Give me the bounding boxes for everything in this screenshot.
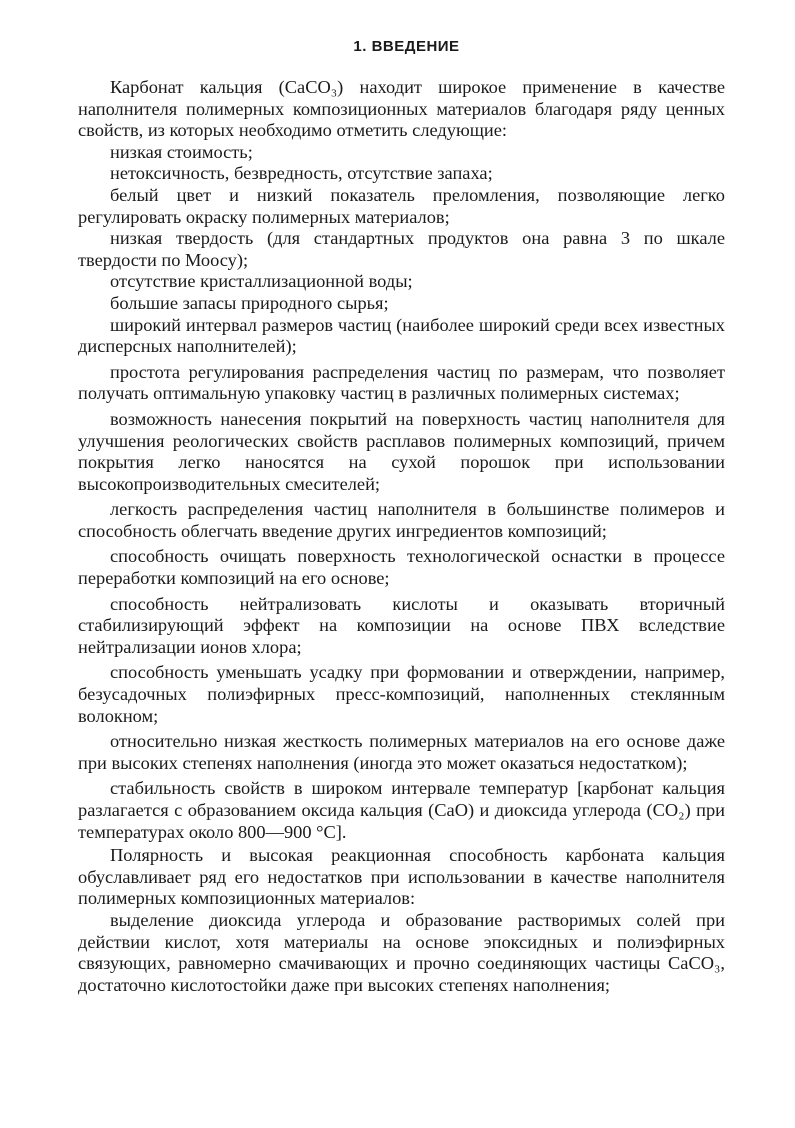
advantage-item: низкая твердость (для стандартных продуктов она равна 3 по шкале твердости по Моосу); — [78, 228, 725, 270]
polarity-paragraph: Полярность и высокая реакционная способность карбоната кальция обуславливает ряд его недостатков при использовании в качестве наполнителя полимерных композиционных материалов: — [78, 845, 725, 909]
advantage-item: простота регулирования распределения частиц по размерам, что позволяет получать оптимальную упаковку частиц в различных полимерных системах; — [78, 361, 725, 404]
advantage-item: легкость распределения частиц наполнителя в большинстве полимеров и способность облегчать введение других ингредиентов композиций; — [78, 499, 725, 541]
advantage-item: относительно низкая жесткость полимерных материалов на его основе даже при высоких степенях наполнения (иногда это может оказаться недостатком); — [78, 731, 725, 773]
advantage-item: низкая стоимость; — [110, 141, 253, 162]
section-heading: 1. ВВЕДЕНИЕ — [353, 38, 460, 55]
advantage-item: способность нейтрализовать кислоты и оказывать вторичный стабилизирующий эффект на композиции на основе ПВХ вследствие нейтрализации ионов хлора; — [78, 593, 725, 657]
body-text — [78, 77, 725, 996]
intro-paragraph: Карбонат кальция (CaCO₃) находит широкое применение в качестве наполнителя полимерных композиционных материалов благодаря ряду ценных свойств, из которых необходимо отметить следующие: — [78, 77, 725, 141]
advantage-item: белый цвет и низкий показатель преломления, позволяющие легко регулировать окраску полимерных материалов; — [78, 184, 725, 227]
advantage-item: способность уменьшать усадку при формовании и отверждении, например, безусадочных полиэфирных пресс-композиций, наполненных стеклянным волокном; — [78, 662, 725, 726]
advantage-item: нетоксичность, безвредность, отсутствие запаха; — [110, 163, 493, 184]
advantage-item: большие запасы природного сырья; — [110, 292, 389, 313]
disadvantage-item: выделение диоксида углерода и образование растворимых солей при действии кислот, хотя материалы на основе эпоксидных и полиэфирных связующих, равномерно смачивающих и прочно соединяющих частицы CaCO₃, достаточно кислотостойки даже при высоких степенях наполнения; — [78, 909, 725, 995]
advantage-item: стабильность свойств в широком интервале температур [карбонат кальция разлагается с образованием оксида кальция (CaO) и диоксида углерода (CO₂) при температурах около 800—900 °С]. — [78, 778, 725, 842]
advantage-item: возможность нанесения покрытий на поверхность частиц наполнителя для улучшения реологических свойств расплавов полимерных композиций, причем покрытия легко наносятся на сухой порошок при использовании высокопроизводительных смесителей; — [78, 408, 725, 494]
advantage-item: отсутствие кристаллизационной воды; — [110, 271, 413, 292]
advantage-item: широкий интервал размеров частиц (наиболее широкий среди всех известных дисперсных наполнителей); — [78, 314, 725, 357]
advantage-item: способность очищать поверхность технологической оснастки в процессе переработки композиций на его основе; — [78, 546, 725, 589]
